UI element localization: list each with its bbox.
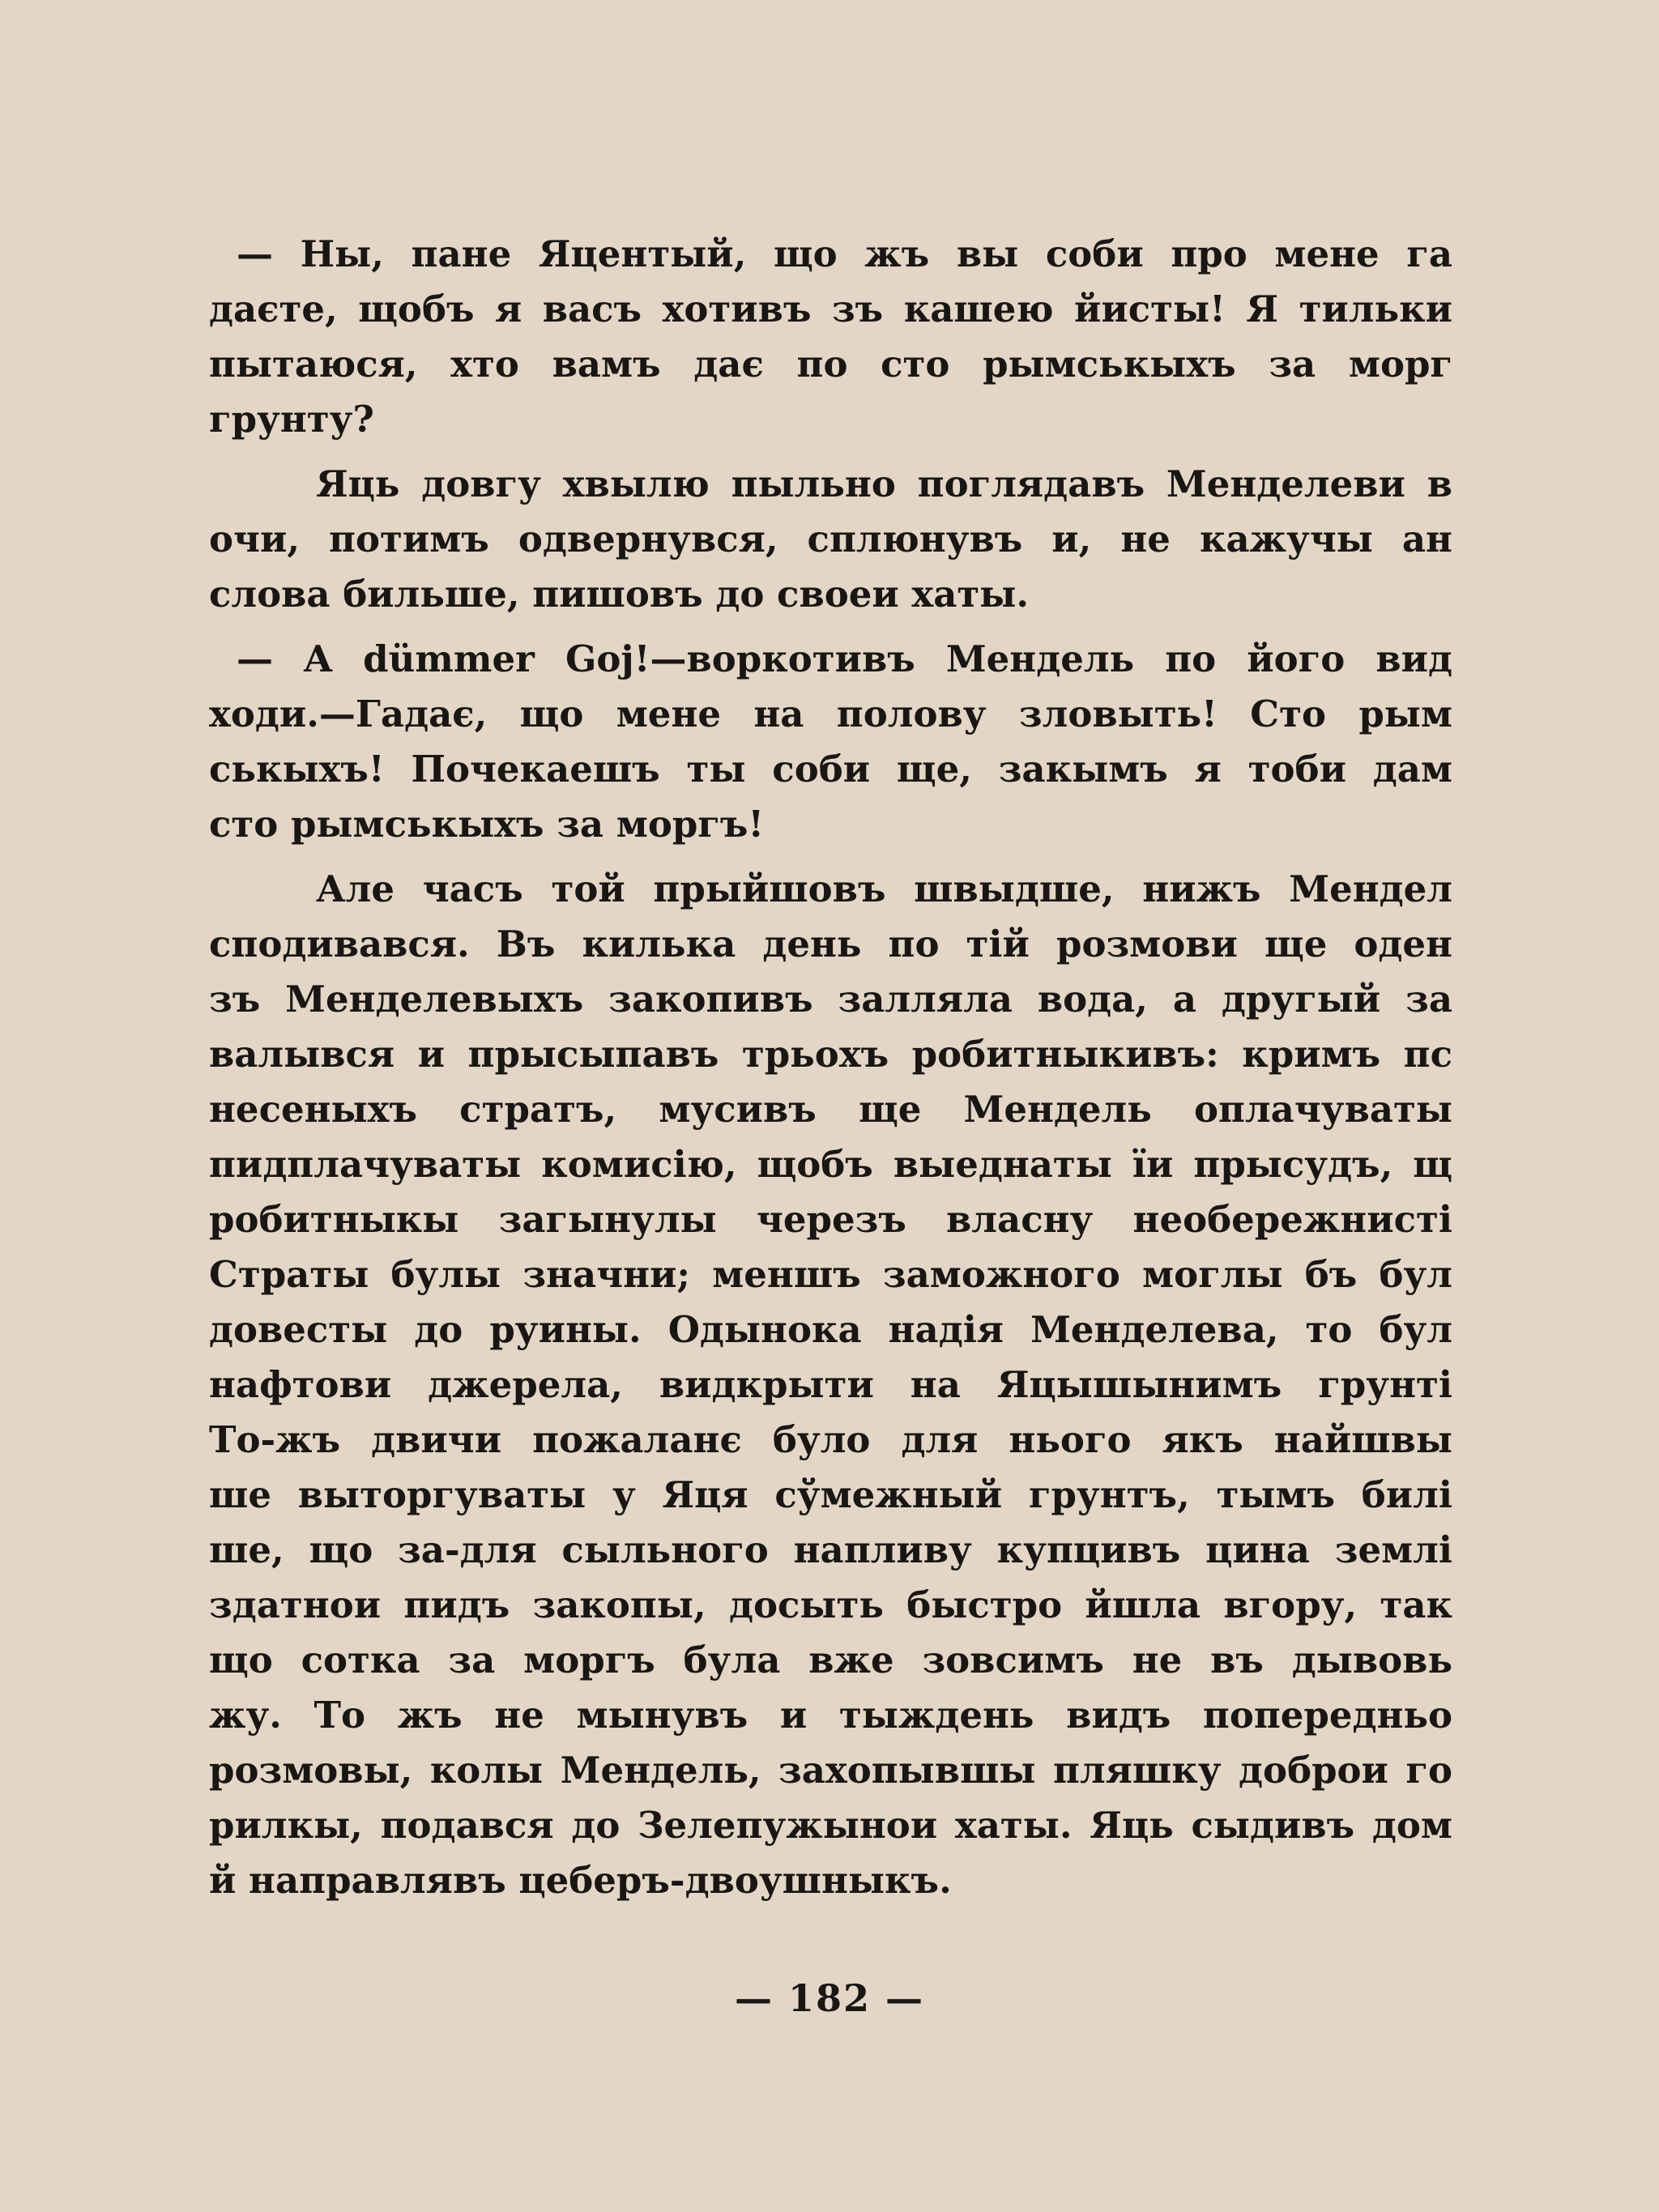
- text-line: рилкы, подався до Зелепужынои хаты. Яць сыдивъ дом: [209, 1804, 1452, 1847]
- text-line: слова бильше, пишовъ до своеи хаты.: [209, 573, 1030, 616]
- text-line: ходи.—Гадає, що мене на полову зловыть! Сто рым: [209, 693, 1452, 735]
- text-line: ше, що за-для сыльного напливу купцивъ цина землі: [209, 1528, 1452, 1571]
- text-line: Яць довгу хвылю пыльно поглядавъ Менделеви в: [316, 462, 1452, 505]
- text-line: що сотка за моргъ була вже зовсимъ не въ дывовь: [209, 1639, 1452, 1681]
- text-line: нафтови джерела, видкрыти на Яцышынимъ грунті: [209, 1363, 1452, 1406]
- page-number: — 182 —: [734, 1976, 925, 2020]
- text-line: сто рымськыхъ за моргъ!: [209, 803, 765, 846]
- text-line: ше выторгуваты у Яця сўмежный грунтъ, тымъ билі: [209, 1473, 1452, 1516]
- text-line: валывся и прысыпавъ трьохъ робитныкивъ: кримъ пс: [209, 1033, 1452, 1076]
- text-line: сподивався. Въ килька день по тій розмови ще оден: [209, 923, 1452, 965]
- text-line: здатнои пидъ закопы, досыть быстро йшла вгору, так: [209, 1583, 1452, 1626]
- page-body: [209, 227, 1452, 1908]
- text-line: розмовы, колы Мендель, захопывшы пляшку доброи го: [209, 1749, 1452, 1792]
- text-line: ськыхъ! Почекаешъ ты соби ще, закымъ я тоби дам: [209, 748, 1452, 791]
- paragraph: [209, 227, 1452, 447]
- text-line: довесты до руины. Одынока надія Менделева, то бул: [209, 1308, 1452, 1351]
- text-line: грунту?: [209, 398, 374, 441]
- text-line: пытаюся, хто вамъ дає по сто рымськыхъ за морг: [209, 343, 1452, 386]
- text-line: — Ны, пане Яцентый, що жъ вы соби про мене га: [237, 232, 1452, 275]
- text-line: даєте, щобъ я васъ хотивъ зъ кашею йисты! Я тильки: [209, 288, 1452, 330]
- text-line: Але часъ той прыйшовъ швыдше, нижъ Мендел: [316, 867, 1452, 910]
- text-line: Страты булы значни; меншъ заможного моглы бъ бул: [209, 1253, 1452, 1296]
- text-line: й направлявъ цеберъ-двоушныкъ.: [209, 1859, 952, 1902]
- text-line: То-жъ двичи пожаланє було для нього якъ найшвы: [209, 1418, 1452, 1461]
- text-line: очи, потимъ одвернувся, сплюнувъ и, не кажучы ан: [209, 518, 1452, 560]
- paragraph: [209, 862, 1452, 1908]
- paragraph: [209, 457, 1452, 622]
- text-line: — A dümmer Goj!—воркотивъ Мендель по його вид: [237, 637, 1452, 680]
- text-line: несеныхъ стратъ, мусивъ ще Мендель оплачуваты: [209, 1088, 1452, 1131]
- paragraph: [209, 632, 1452, 852]
- text-line: жу. То жъ не мынувъ и тыждень видъ попередньо: [209, 1694, 1452, 1737]
- text-line: пидплачуваты комисію, щобъ выеднаты ïи прысудъ, щ: [209, 1143, 1452, 1186]
- text-line: робитныкы загынулы черезъ власну необережнисті: [209, 1198, 1452, 1241]
- text-line: зъ Менделевыхъ закопивъ залляла вода, а другый за: [209, 978, 1452, 1021]
